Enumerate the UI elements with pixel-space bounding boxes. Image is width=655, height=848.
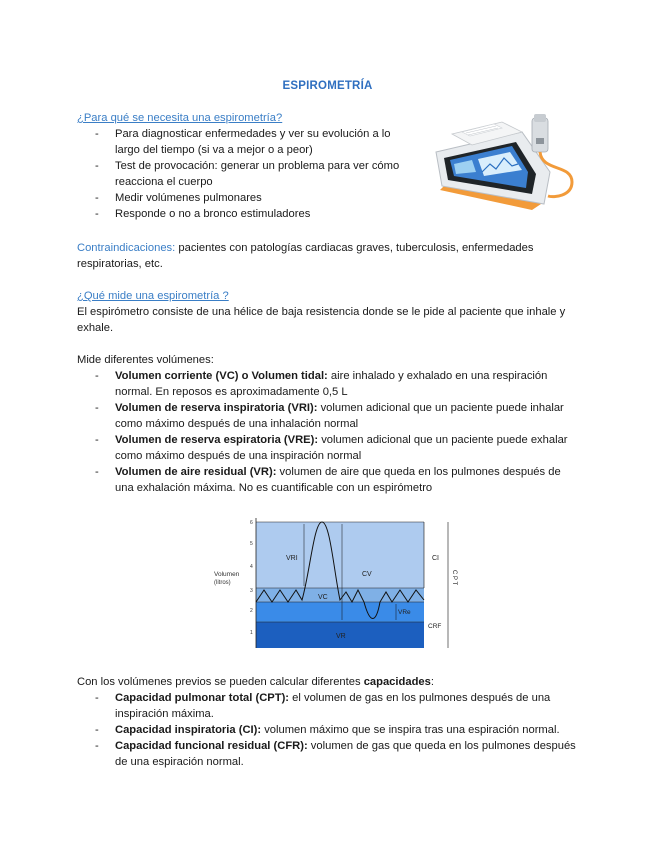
list-item	[77, 158, 407, 190]
definition: volumen máximo que se inspira tras una espiración normal.	[261, 724, 560, 736]
definition: el volumen de gas en los pulmones después de una	[289, 692, 551, 704]
definition: volumen de gas que queda en los pulmones después	[307, 740, 576, 752]
list-item	[77, 432, 577, 464]
definition: aire inhalado y exhalado en una respiración	[327, 370, 548, 382]
term: Volumen de aire residual (VR):	[115, 466, 277, 478]
list-item-text: Test de provocación: generar un problema para ver cómo	[115, 160, 400, 172]
list-item	[77, 722, 577, 738]
uses-list	[77, 126, 407, 222]
label-vc: VC	[318, 594, 328, 601]
label-vri: VRI	[286, 555, 298, 562]
y-tick: 2	[250, 608, 253, 614]
list-item	[77, 464, 577, 496]
description-line: El espirómetro consiste de una hélice de baja resistencia donde se le pide al paciente que inhale y	[77, 306, 566, 318]
label-ci: CI	[432, 555, 439, 562]
definition-cont: inspiración máxima.	[115, 708, 214, 720]
definition-cont: como máximo después de una inhalación normal	[115, 418, 359, 430]
label-vre: VRe	[398, 609, 411, 616]
section-heading-measures[interactable]: ¿Qué mide una espirometría ?	[77, 290, 229, 302]
term: Capacidad pulmonar total (CPT):	[115, 692, 290, 704]
definition-cont: como máximo después de una inspiración normal	[115, 450, 362, 462]
definition-cont: de una espiración normal.	[115, 756, 244, 768]
y-axis-label: Volumen	[214, 571, 240, 578]
band-light	[256, 522, 424, 590]
label-cpt: C P T	[451, 570, 457, 586]
definition: volumen de aire que queda en los pulmones después de	[276, 466, 561, 478]
list-item	[77, 206, 407, 222]
label-crf: CRF	[428, 623, 442, 630]
list-item-text: Para diagnosticar enfermedades y ver su evolución a lo	[115, 128, 391, 140]
list-item	[77, 126, 407, 158]
intro-bold: capacidades	[363, 676, 431, 688]
section-heading-uses[interactable]: ¿Para qué se necesita una espirometría?	[77, 112, 283, 124]
term: Volumen de reserva inspiratoria (VRI):	[115, 402, 318, 414]
list-item	[77, 368, 577, 400]
list-item	[77, 738, 577, 770]
y-tick: 6	[250, 520, 253, 526]
intro-punct: :	[430, 676, 434, 688]
description-line: exhale.	[77, 322, 114, 334]
volumes-list	[77, 368, 577, 496]
intro-text: Con los volúmenes previos se pueden calcular diferentes	[77, 676, 364, 688]
definition: volumen adicional que un paciente puede inhalar	[317, 402, 564, 414]
contraindications-text: pacientes con patologías cardiacas graves, tuberculosis, enfermedades	[175, 242, 534, 254]
y-tick: 1	[250, 630, 253, 636]
list-item-text: Medir volúmenes pulmonares	[115, 192, 262, 204]
y-axis-label-unit: (litros)	[214, 580, 231, 586]
contraindications-label: Contraindicaciones:	[77, 242, 176, 254]
label-cv: CV	[362, 571, 372, 578]
list-item-text: Responde o no a bronco estimuladores	[115, 208, 311, 220]
y-tick: 4	[250, 564, 253, 570]
list-item	[77, 400, 577, 432]
spirometer-device-image	[432, 112, 582, 220]
list-item	[77, 690, 577, 722]
spirometer-description	[77, 304, 577, 336]
label-vr: VR	[336, 633, 346, 640]
list-item-text: largo del tiempo (si va a mejor o a peor)	[115, 144, 313, 156]
list-item-text: reacciona el cuerpo	[115, 176, 213, 188]
definition-cont: normal. En reposos es aproximadamente 0,5 L	[115, 386, 348, 398]
definition: volumen adicional que un paciente puede exhalar	[318, 434, 568, 446]
lung-volumes-diagram	[210, 512, 470, 652]
term: Volumen de reserva espiratoria (VRE):	[115, 434, 319, 446]
y-tick: 3	[250, 588, 253, 594]
capacities-intro	[77, 674, 577, 690]
capacities-list	[77, 690, 577, 770]
term: Capacidad funcional residual (CFR):	[115, 740, 308, 752]
volumes-intro: Mide diferentes volúmenes:	[77, 354, 214, 366]
page-title: ESPIROMETRÍA	[282, 80, 373, 92]
y-tick: 5	[250, 541, 253, 547]
contraindications-paragraph	[77, 240, 577, 272]
definition-cont: una exhalación máxima. No es cuantificable con un espirómetro	[115, 482, 433, 494]
list-item	[77, 190, 407, 206]
term: Volumen corriente (VC) o Volumen tidal:	[115, 370, 328, 382]
contraindications-text-cont: respiratorias, etc.	[77, 258, 163, 270]
term: Capacidad inspiratoria (CI):	[115, 724, 262, 736]
